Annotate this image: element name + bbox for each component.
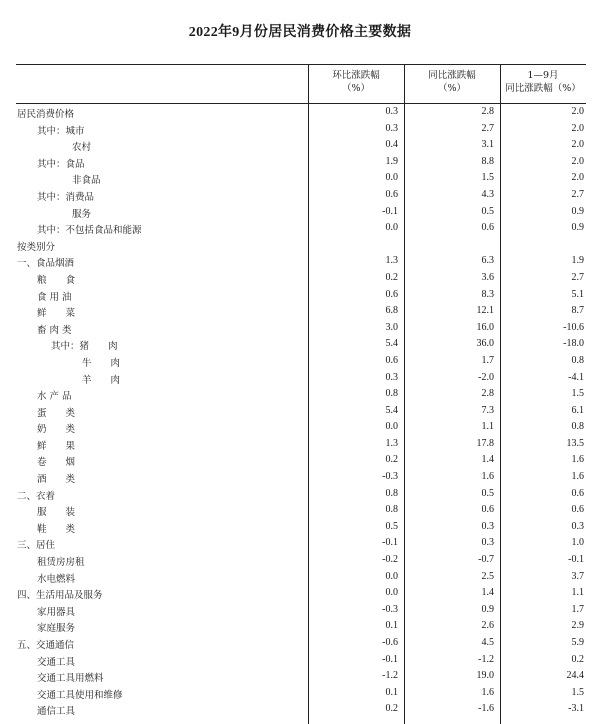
header-mom-line2: （%）	[341, 83, 371, 94]
row-label: 鲜 菜	[37, 308, 76, 320]
header-yoy-line2: （%）	[437, 83, 467, 94]
table-row	[16, 552, 586, 569]
cell-ytd: 5.1	[571, 288, 584, 300]
cell-ytd: 0.8	[571, 421, 584, 433]
table-row	[16, 701, 586, 718]
cell-ytd: 0.9	[571, 222, 584, 234]
cell-ytd: 8.7	[571, 305, 584, 317]
row-label: 粮 食	[37, 274, 76, 286]
table-row	[16, 386, 586, 403]
cell-yoy: -1.2	[478, 653, 494, 665]
cell-ytd: 0.6	[571, 487, 584, 499]
cell-ytd: 1.1	[571, 587, 584, 599]
table-row	[16, 336, 586, 353]
row-label: 鲜 果	[37, 440, 76, 452]
cell-mom: 0.3	[385, 371, 398, 383]
row-label: 其中：猪 肉	[51, 341, 118, 353]
cell-ytd: 1.6	[571, 471, 584, 483]
cell-yoy: 8.8	[481, 155, 494, 167]
cell-yoy: 2.5	[481, 570, 494, 582]
cell-ytd: 3.7	[571, 570, 584, 582]
cell-yoy: 1.6	[481, 686, 494, 698]
cell-ytd: 24.4	[566, 670, 584, 682]
cell-mom: -0.1	[382, 653, 398, 665]
cell-ytd: 0.2	[571, 653, 584, 665]
row-label: 按类别分	[17, 241, 56, 253]
cell-yoy: 3.6	[481, 271, 494, 283]
cell-ytd: 2.9	[571, 620, 584, 632]
row-label: 卷 烟	[37, 457, 76, 469]
table-row	[16, 486, 586, 503]
table-row	[16, 270, 586, 287]
cell-mom: 0.0	[385, 421, 398, 433]
row-label: 奶 类	[37, 424, 76, 436]
table-row	[16, 253, 586, 270]
cell-mom: 0.8	[385, 388, 398, 400]
cell-ytd: 2.7	[571, 188, 584, 200]
table-row	[16, 419, 586, 436]
row-label: 蛋 类	[37, 407, 76, 419]
cell-yoy: 0.5	[481, 205, 494, 217]
row-label: 一、食品烟酒	[17, 258, 75, 270]
row-label: 其中：城市	[37, 125, 85, 137]
cell-yoy: 8.3	[481, 288, 494, 300]
cell-ytd: -3.1	[568, 703, 584, 715]
row-label: 畜 肉 类	[37, 324, 72, 336]
row-label: 五、交通通信	[17, 640, 75, 651]
row-label: 牛 肉	[82, 357, 121, 369]
cell-ytd: 13.5	[566, 437, 584, 449]
cell-yoy: 19.0	[476, 670, 494, 682]
row-label: 四、生活用品及服务	[17, 590, 103, 602]
cell-mom: 0.2	[385, 454, 398, 466]
header-yoy-line1: 同比涨跌幅	[428, 70, 476, 81]
table-body	[16, 104, 586, 718]
cell-ytd: 1.0	[571, 537, 584, 549]
row-label: 服 装	[37, 507, 76, 519]
cell-ytd: -4.1	[568, 371, 584, 383]
header-ytd	[500, 69, 586, 95]
cell-ytd: -10.6	[563, 321, 584, 333]
cell-mom: -1.2	[382, 670, 398, 682]
cell-mom: 0.3	[385, 106, 398, 117]
table-row	[16, 121, 586, 138]
table-row	[16, 469, 586, 486]
table-row	[16, 353, 586, 370]
cell-yoy: 1.1	[481, 421, 494, 433]
cell-mom: 0.6	[385, 188, 398, 200]
table-row	[16, 652, 586, 669]
row-label: 其中：食品	[37, 158, 85, 170]
cell-yoy: 6.3	[481, 255, 494, 267]
cell-ytd: 6.1	[571, 404, 584, 416]
header-mom-line1: 环比涨跌幅	[332, 70, 380, 81]
table-row	[16, 154, 586, 171]
cell-yoy: 36.0	[476, 338, 494, 350]
cell-mom: 0.5	[385, 520, 398, 532]
row-label: 家用器具	[37, 606, 76, 618]
table-row	[16, 436, 586, 453]
row-label: 酒 类	[37, 474, 76, 486]
cell-mom: 0.2	[385, 703, 398, 715]
cell-mom: 1.9	[385, 155, 398, 167]
table-row	[16, 452, 586, 469]
cell-mom: -0.6	[382, 637, 398, 648]
row-label: 租赁房房租	[37, 557, 85, 569]
cell-yoy: 1.5	[481, 172, 494, 184]
row-label: 二、衣着	[17, 490, 56, 502]
cell-yoy: -2.0	[478, 371, 494, 383]
cell-ytd: 0.8	[571, 354, 584, 366]
cell-mom: 6.8	[385, 305, 398, 317]
row-label: 其中：消费品	[37, 191, 95, 203]
row-label: 交通工具	[37, 656, 76, 668]
cell-yoy: 12.1	[476, 305, 494, 317]
row-label: 交通工具使用和维修	[37, 689, 123, 701]
table-row	[16, 187, 586, 204]
row-label: 农村	[72, 142, 92, 154]
cell-mom: 0.2	[385, 271, 398, 283]
row-label: 羊 肉	[82, 374, 121, 386]
cell-yoy: 1.4	[481, 454, 494, 466]
cell-yoy: 17.8	[476, 437, 494, 449]
row-label: 交通工具用燃料	[37, 673, 104, 685]
header-ytd-line2: 同比涨跌幅（%）	[505, 83, 581, 94]
cell-ytd: 1.7	[571, 603, 584, 615]
cell-mom: 0.1	[385, 620, 398, 632]
cell-mom: 5.4	[385, 338, 398, 350]
header-ytd-line1: 1—9月	[527, 70, 559, 81]
cell-yoy: 1.6	[481, 471, 494, 483]
cpi-table	[16, 64, 586, 718]
cell-mom: 0.1	[385, 686, 398, 698]
cell-yoy: 0.5	[481, 487, 494, 499]
cell-yoy: 16.0	[476, 321, 494, 333]
cell-ytd: 0.9	[571, 205, 584, 217]
row-label: 三、居住	[17, 540, 56, 552]
cell-ytd: 2.7	[571, 271, 584, 283]
row-label: 家庭服务	[37, 623, 76, 635]
cell-yoy: 2.6	[481, 620, 494, 632]
cell-ytd: 0.3	[571, 520, 584, 532]
cell-mom: -0.2	[382, 554, 398, 566]
cell-yoy: 1.4	[481, 587, 494, 599]
cell-mom: -0.1	[382, 205, 398, 217]
cell-yoy: 2.8	[481, 106, 494, 117]
cell-mom: 0.4	[385, 139, 398, 151]
cell-mom: 0.0	[385, 172, 398, 184]
cell-mom: 0.0	[385, 587, 398, 599]
cell-ytd: 2.0	[571, 106, 584, 117]
row-label: 水电燃料	[37, 573, 76, 585]
header-mom	[308, 69, 404, 95]
table-row	[16, 685, 586, 702]
table-row	[16, 170, 586, 187]
cell-ytd: 1.5	[571, 686, 584, 698]
cell-mom: 0.6	[385, 288, 398, 300]
cell-ytd: 2.0	[571, 122, 584, 134]
table-row	[16, 104, 586, 121]
cell-ytd: 2.0	[571, 172, 584, 184]
row-label: 鞋 类	[37, 523, 76, 535]
cell-yoy: 4.5	[481, 637, 494, 648]
row-label: 非食品	[72, 175, 101, 187]
cell-yoy: 3.1	[481, 139, 494, 151]
row-label: 通信工具	[37, 706, 76, 718]
cell-yoy: 0.6	[481, 222, 494, 234]
cell-mom: 1.3	[385, 437, 398, 449]
cell-mom: 0.8	[385, 487, 398, 499]
table-row	[16, 370, 586, 387]
cell-yoy: 0.6	[481, 504, 494, 516]
cell-ytd: 1.6	[571, 454, 584, 466]
cell-yoy: -0.7	[478, 554, 494, 566]
cell-mom: -0.1	[382, 537, 398, 549]
cell-ytd: 2.0	[571, 139, 584, 151]
table-row	[16, 502, 586, 519]
cell-mom: 0.8	[385, 504, 398, 516]
cell-yoy: 7.3	[481, 404, 494, 416]
cell-mom: 0.3	[385, 122, 398, 134]
cell-mom: -0.3	[382, 471, 398, 483]
table-row	[16, 287, 586, 304]
row-label: 服务	[72, 208, 92, 220]
table-row	[16, 303, 586, 320]
cell-mom: 0.0	[385, 570, 398, 582]
cell-mom: 5.4	[385, 404, 398, 416]
cell-mom: 0.0	[385, 222, 398, 234]
cell-ytd: 0.6	[571, 504, 584, 516]
cell-yoy: 0.3	[481, 537, 494, 549]
document-title: 2022年9月份居民消费价格主要数据	[188, 25, 412, 40]
cell-yoy: 2.7	[481, 122, 494, 134]
cell-yoy: 2.8	[481, 388, 494, 400]
cell-yoy: 0.9	[481, 603, 494, 615]
cell-mom: 1.3	[385, 255, 398, 267]
header-yoy	[404, 69, 500, 95]
table-row	[16, 585, 586, 602]
cell-ytd: 1.9	[571, 255, 584, 267]
row-label: 食 用 油	[37, 291, 72, 303]
row-label: 水 产 品	[37, 391, 72, 403]
table-header	[16, 64, 586, 104]
table-row	[16, 668, 586, 685]
cell-ytd: -18.0	[563, 338, 584, 350]
table-row	[16, 237, 586, 254]
table-row	[16, 403, 586, 420]
cell-yoy: 4.3	[481, 188, 494, 200]
table-row	[16, 635, 586, 652]
row-label: 其中：不包括食品和能源	[37, 225, 142, 237]
table-row	[16, 320, 586, 337]
cell-mom: -0.3	[382, 603, 398, 615]
cell-ytd: -0.1	[568, 554, 584, 566]
cell-yoy: 1.7	[481, 354, 494, 366]
table-row	[16, 204, 586, 221]
table-row	[16, 569, 586, 586]
cell-yoy: 0.3	[481, 520, 494, 532]
cell-yoy: -1.6	[478, 703, 494, 715]
cell-mom: 3.0	[385, 321, 398, 333]
table-row	[16, 602, 586, 619]
table-row	[16, 535, 586, 552]
table-row	[16, 137, 586, 154]
cell-ytd: 2.0	[571, 155, 584, 167]
cell-ytd: 5.9	[571, 637, 584, 648]
cell-mom: 0.6	[385, 354, 398, 366]
cell-ytd: 1.5	[571, 388, 584, 400]
row-label: 居民消费价格	[17, 109, 75, 120]
table-row	[16, 220, 586, 237]
table-row	[16, 618, 586, 635]
table-row	[16, 519, 586, 536]
